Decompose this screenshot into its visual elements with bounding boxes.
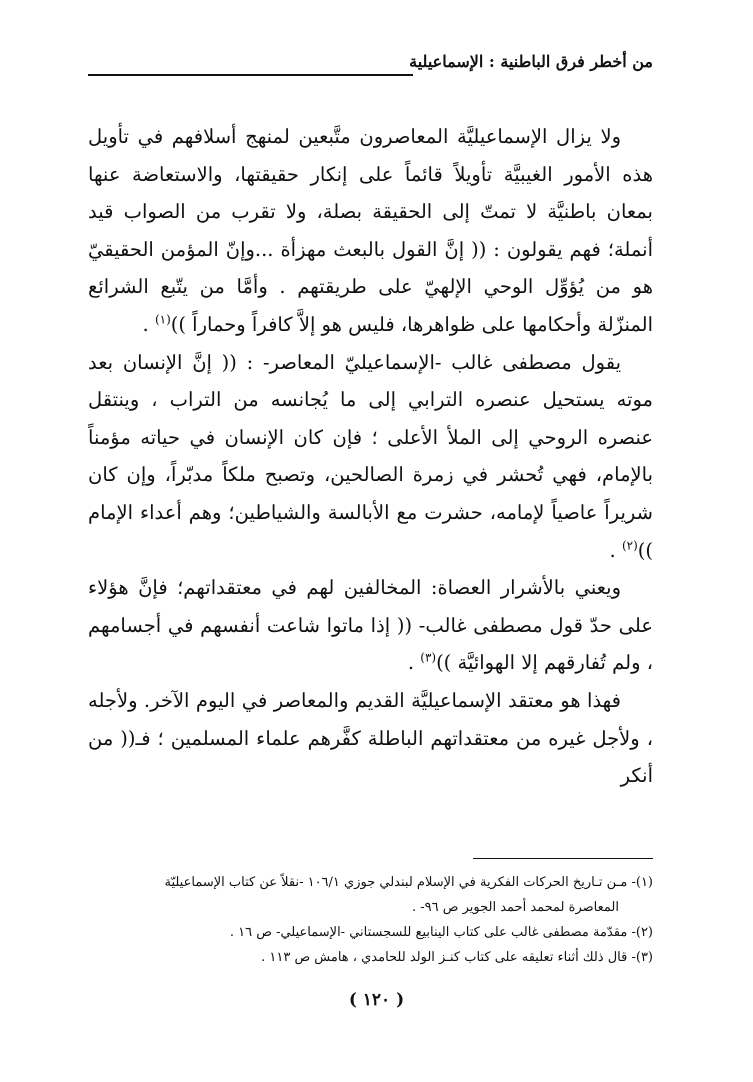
- header-rule: [88, 74, 413, 76]
- paragraph-tail: .: [407, 651, 421, 675]
- paragraph: [88, 344, 653, 570]
- header-title: من أخطر فرق الباطنية : الإسماعيلية: [409, 52, 653, 71]
- footnote-ref[interactable]: (١): [154, 312, 171, 327]
- paragraph-tail: .: [142, 312, 155, 336]
- page-number: ( ١٢٠ ): [348, 990, 405, 1010]
- footnote-ref[interactable]: (٣): [420, 650, 437, 665]
- paragraph: [88, 118, 653, 344]
- paragraph-text: يقول مصطفى غالب -الإسماعيليّ المعاصر- : (( إنَّ الإنسان بعد موته يستحيل عنصره الترابي إلى ما يُجانسه من التراب ، وينتقل عنصره الروحي إلى الملأ الأعلى ؛ فإن كان الإنسان في حياته مؤمناً بالإمام، فهي تُحشر في زمرة الصالحين، وتصبح ملكاً مدبّراً، وإن كان شريراً عاصياً لإمامه، حشرت مع الأبالسة والشياطين؛ وهم أعداء الإمام )): [88, 350, 653, 562]
- body-text: [88, 118, 653, 795]
- running-header: [88, 52, 653, 86]
- paragraph-text: فهذا هو معتقد الإسماعيليَّة القديم والمعاصر في اليوم الآخر. ولأجله ، ولأجل غيره من معتقداتهم الباطلة كفَّرهم علماء المسلمين ؛ فـ(( من أنكر: [88, 688, 653, 788]
- footnote-ref[interactable]: (٢): [621, 538, 638, 553]
- paragraph-text: ولا يزال الإسماعيليَّة المعاصرون متَّبعين لمنهج أسلافهم في تأويل هذه الأمور الغيبيَّة تأويلاً قائماً على إنكار حقيقتها، والاستعاضة عنها بمعان باطنيَّة لا تمتّ إلى الحقيقة بصلة، ولا تقرب من الصواب قيد أنملة؛ فهم يقولون : (( إنَّ القول بالبعث مهزأة ...وإنّ المؤمن الحقيقيّ هو من يُؤوِّل الوحي الإلهيّ على طريقتهم . وأمَّا من يتّبع الشرائع المنزّلة وأحكامها على ظواهرها، فليس هو إلاَّ كافراً وحماراً )): [88, 125, 653, 336]
- footnote-separator: [473, 858, 653, 859]
- paragraph-tail: .: [609, 538, 622, 562]
- footnote-continuation: المعاصرة لمحمد أحمد الجوير ص ٩٦- .: [411, 900, 619, 915]
- footnote: (٢)- مقدّمة مصطفى غالب على كتاب الينابيع للسجستاني -الإسماعيلي- ص ١٦ .: [229, 925, 653, 940]
- paragraph: [88, 569, 653, 682]
- paragraph-text: ويعني بالأشرار العصاة: المخالفين لهم في معتقداتهم؛ فإنَّ هؤلاء على حدّ قول مصطفى غالب- (( إذا ماتوا شاعت أنفسهم في أجسامهم ، ولم تُفارقهم إلا الهوائيَّة )): [88, 576, 653, 675]
- paragraph: [88, 682, 653, 795]
- footnote: (٣)- قال ذلك أثناء تعليقه على كتاب كنـز الولد للحامدي ، هامش ص ١١٣ .: [261, 950, 653, 965]
- footnotes: [92, 870, 653, 970]
- footnote: (١)- مـن تـاريخ الحركات الفكرية في الإسلام لبندلي جوزي ١٠٦/١ -نقلاً عن كتاب الإسماعيليّة: [164, 875, 653, 890]
